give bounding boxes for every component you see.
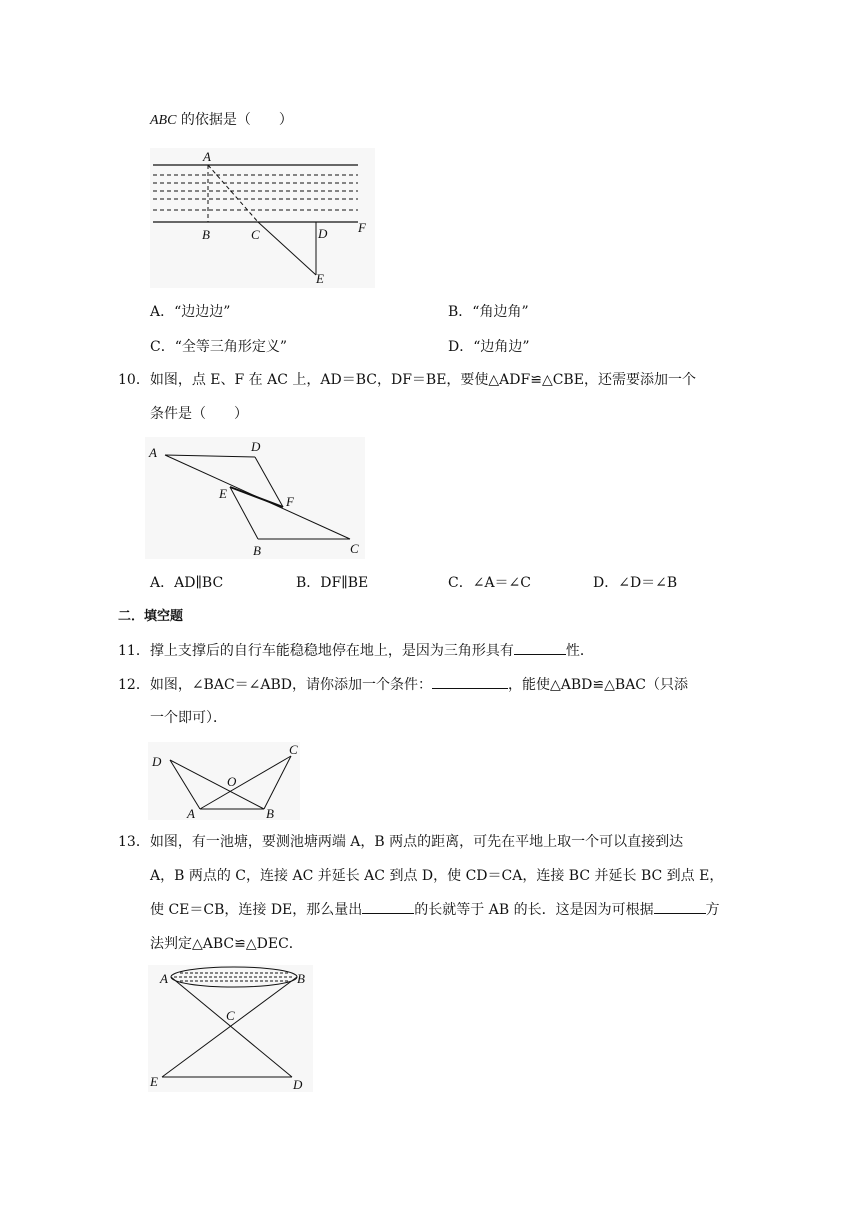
q13-label-a: A: [160, 971, 168, 986]
q13-label-e: E: [150, 1074, 158, 1089]
q11-text-before: 11．撑上支撑后的自行车能稳稳地停在地上，是因为三角形具有: [118, 643, 514, 659]
q9-label-a: A: [203, 149, 211, 164]
q13-stem-line3: [150, 899, 720, 920]
q13-figure: [148, 965, 313, 1092]
q9-stem-var: ABC: [150, 113, 177, 128]
q10-option-a: A．AD∥BC: [150, 575, 224, 591]
q12-text-before: 12．如图，∠BAC＝∠ABD，请你添加一个条件：: [118, 677, 433, 693]
q13-text-c: 方: [705, 902, 720, 918]
q10-option-b: B．DF∥BE: [296, 575, 369, 591]
q12-label-d: D: [152, 754, 162, 769]
q9-option-d: D．“边角边”: [448, 339, 530, 355]
q9-option-b: B．“角边角”: [448, 304, 529, 320]
q12-answer-blank[interactable]: [432, 674, 508, 689]
q9-figure: [150, 148, 375, 288]
q9-stem: [150, 110, 293, 131]
q10-label-a: A: [149, 445, 157, 460]
q13-label-c: C: [226, 1008, 235, 1023]
q9-label-d: D: [318, 226, 328, 241]
q13-label-b: B: [297, 971, 305, 986]
q9-option-a: A．“边边边”: [150, 304, 231, 320]
q13-text-b: 的长就等于 AB 的长．这是因为可根据: [414, 902, 654, 918]
q10-label-d: D: [251, 439, 261, 454]
q9-label-c: C: [251, 227, 260, 242]
q11-stem: [118, 640, 594, 661]
q10-stem-line2: 条件是（ ）: [150, 406, 248, 422]
q13-label-d: D: [293, 1077, 303, 1092]
q10-label-b: B: [253, 543, 261, 558]
q13-stem-line2: A，B 两点的 C，连接 AC 并延长 AC 到点 D，使 CD＝CA，连接 BC 并延长 BC 到点 E，: [150, 868, 724, 884]
q12-figure: [148, 742, 300, 820]
q10-label-f: F: [286, 494, 294, 509]
q12-stem-line2: 一个即可）．: [150, 710, 227, 726]
q12-stem-line1: [118, 674, 688, 695]
section-title-fill-in: 二．填空题: [118, 609, 184, 624]
q9-label-f: F: [358, 220, 366, 235]
q12-label-o: O: [227, 774, 237, 789]
q12-text-after: ，能使△ABD≌△BAC（只添: [508, 677, 689, 693]
q10-label-c: C: [350, 541, 359, 556]
q12-label-c: C: [289, 742, 298, 757]
q10-stem-line1: 10．如图，点 E、F 在 AC 上，AD＝BC，DF＝BE，要使△ADF≌△CBE，还需要添加一个: [118, 372, 696, 388]
q9-label-b: B: [202, 227, 210, 242]
q11-answer-blank[interactable]: [514, 640, 566, 655]
q9-stem-text: 的依据是（ ）: [180, 112, 293, 128]
q12-label-a: A: [187, 806, 195, 820]
q13-answer-blank-2[interactable]: [654, 899, 706, 914]
q12-label-b: B: [266, 806, 274, 820]
q10-option-d: D．∠D＝∠B: [593, 575, 678, 591]
q10-label-e: E: [219, 486, 227, 501]
q9-option-c: C．“全等三角形定义”: [150, 339, 288, 355]
q9-label-e: E: [316, 271, 324, 286]
q13-stem-line4: 法判定△ABC≌△DEC．: [150, 936, 303, 952]
q10-option-c: C．∠A＝∠C: [448, 575, 531, 591]
q13-stem-line1: 13．如图，有一池塘，要测池塘两端 A，B 两点的距离，可先在平地上取一个可以直接到达: [118, 834, 684, 850]
q13-text-a: 使 CE＝CB，连接 DE，那么量出: [150, 902, 363, 918]
q10-figure: [145, 437, 365, 559]
q13-answer-blank-1[interactable]: [362, 899, 414, 914]
q11-text-after: 性．: [565, 643, 594, 659]
